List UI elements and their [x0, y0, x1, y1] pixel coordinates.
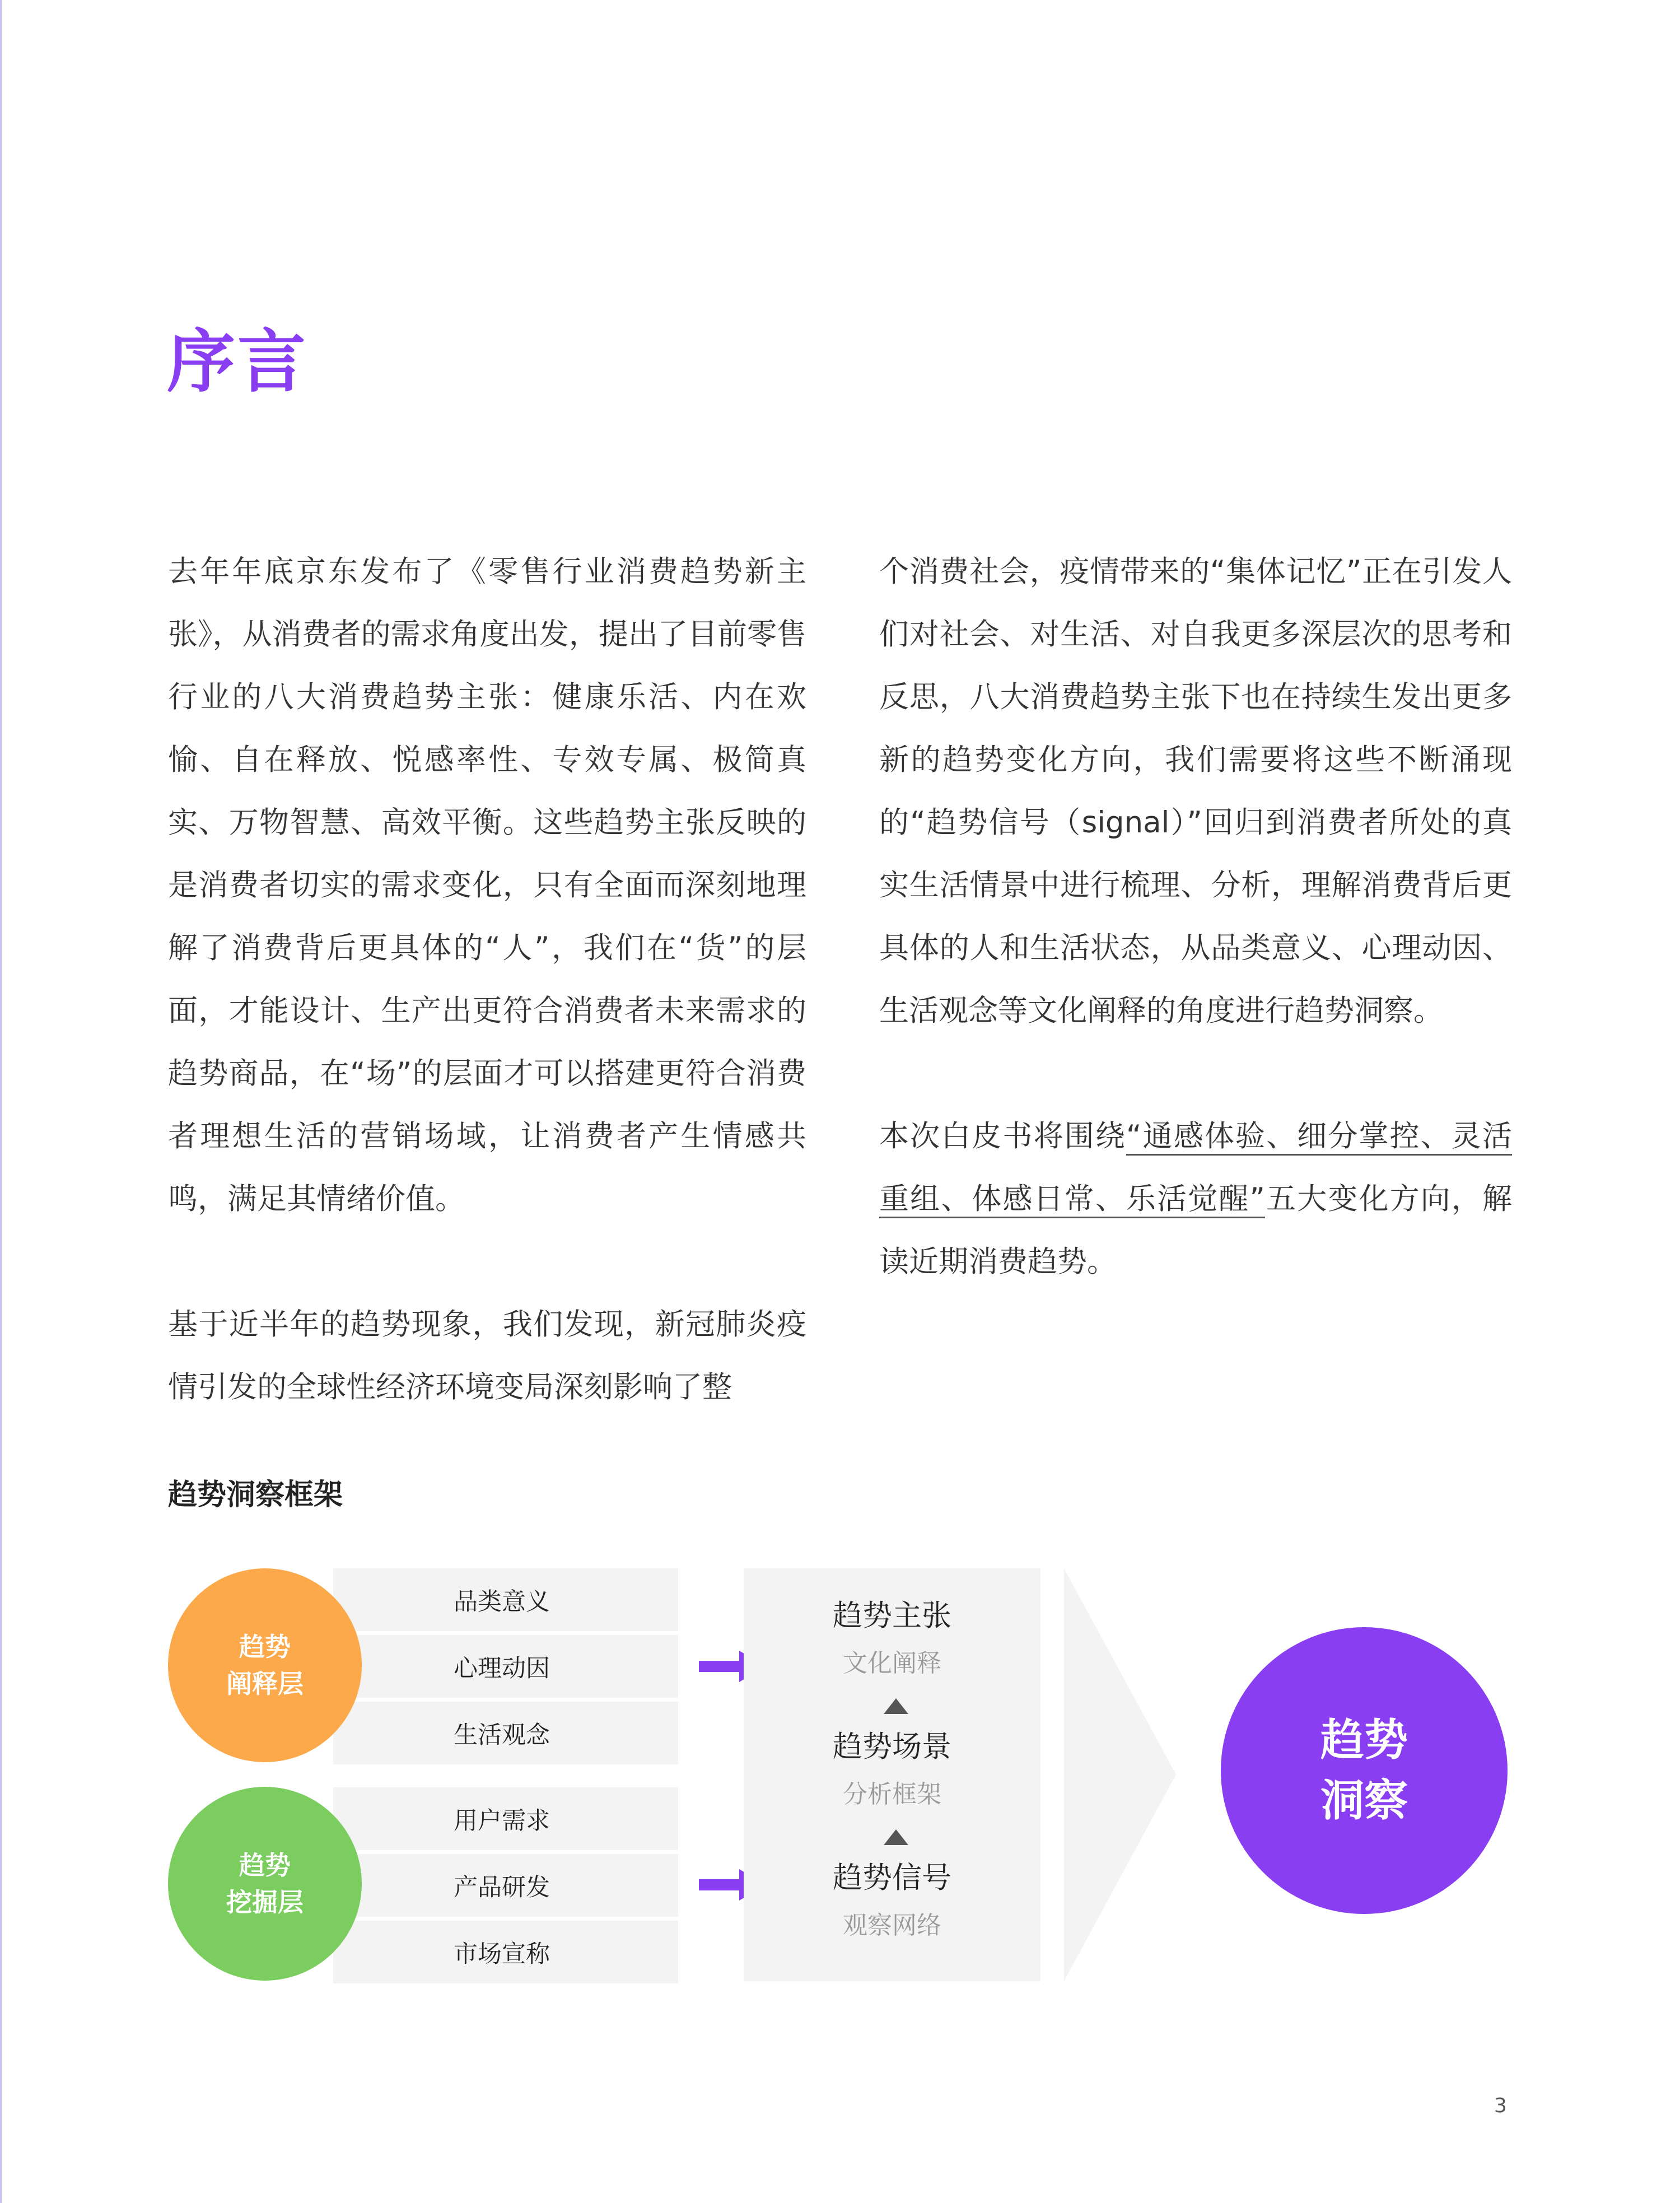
interpret-item: 心理动因 [333, 1635, 678, 1698]
up-triangle-icon [884, 1698, 908, 1714]
left-paragraph-1: 去年年底京东发布了《零售行业消费趋势新主张》，从消费者的需求角度出发，提出了目前零售行业的八大消费趋势主张：健康乐活、内在欢愉、自在释放、悦感率性、专效专属、极简真实、万物智慧、高效平衡。这些趋势主张反映的是消费者切实的需求变化，只有全面而深刻地理解了消费背后更具体的“人”，我们在“货”的层面，才能设计、生产出更符合消费者未来需求的趋势商品，在“场”的层面才可以搭建更符合消费者理想生活的营销场域，让消费者产生情感共鸣，满足其情绪价值。 [168, 555, 806, 1216]
insight-line1: 趋势 [1320, 1715, 1408, 1766]
five-directions-highlight: “通感体验、细分掌控、灵活重组、体感日常、乐活觉醒” [879, 1119, 1512, 1216]
right-paragraph-2 [879, 1105, 1512, 1293]
mining-layer-line2: 挖掘层 [226, 1887, 304, 1917]
right-paragraph-2-prefix: 本次白皮书将围绕 [879, 1119, 1127, 1153]
chevron-right-icon [1064, 1568, 1187, 1981]
interpret-layer-line2: 阐释层 [226, 1669, 304, 1699]
stage-main-label: 趋势主张 [833, 1599, 951, 1633]
stage-sub-label: 文化阐释 [843, 1649, 941, 1678]
mining-item: 市场宣称 [333, 1921, 678, 1983]
mining-layer-circle [168, 1787, 362, 1981]
stage-sub-label: 观察网络 [843, 1911, 941, 1940]
right-paragraph-2-suffix: 五大变化方向，解读近期消费趋势。 [879, 1182, 1512, 1279]
page-edge-rule [0, 0, 2, 2203]
right-column [879, 541, 1512, 1356]
mining-item: 产品研发 [333, 1854, 678, 1917]
stage-main-label: 趋势信号 [833, 1861, 951, 1895]
interpret-item: 品类意义 [333, 1568, 678, 1631]
trend-stage-panel [744, 1568, 1040, 1981]
interpret-layer-circle [168, 1568, 362, 1762]
mining-layer-line1: 趋势 [239, 1850, 291, 1880]
left-column [168, 541, 806, 1482]
stage-sub-label: 分析框架 [843, 1780, 941, 1809]
right-paragraph-1: 个消费社会，疫情带来的“集体记忆”正在引发人们对社会、对生活、对自我更多深层次的思考和反思，八大消费趋势主张下也在持续生发出更多新的趋势变化方向，我们需要将这些不断涌现的“趋势信号（signal）”回归到消费者所处的真实生活情景中进行梳理、分析，理解消费背后更具体的人和生活状态，从品类意义、心理动因、生活观念等文化阐释的角度进行趋势洞察。 [879, 555, 1512, 1028]
insight-line2: 洞察 [1320, 1776, 1408, 1826]
page-title: 序言 [167, 322, 308, 402]
interpret-layer-line1: 趋势 [239, 1632, 291, 1662]
mining-item: 用户需求 [333, 1787, 678, 1850]
left-paragraph-2: 基于近半年的趋势现象，我们发现，新冠肺炎疫情引发的全球性经济环境变局深刻影响了整 [168, 1307, 806, 1404]
page-number: 3 [1494, 2094, 1507, 2117]
interpret-item: 生活观念 [333, 1702, 678, 1764]
up-triangle-icon [884, 1829, 908, 1845]
trend-insight-circle [1221, 1627, 1508, 1914]
framework-title: 趋势洞察框架 [168, 1478, 343, 1512]
stage-main-label: 趋势场景 [833, 1730, 951, 1764]
